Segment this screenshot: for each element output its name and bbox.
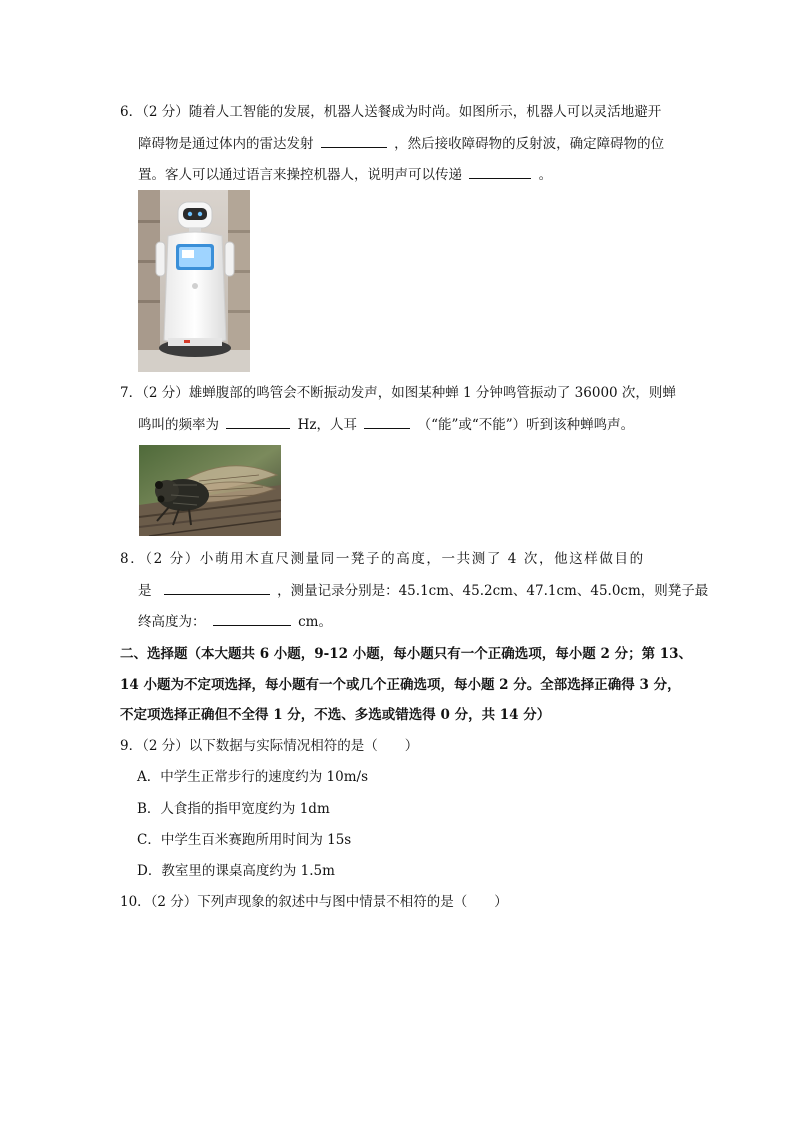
robot-illustration: [138, 190, 250, 372]
section2-line1: 二、选择题（本大题共 6 小题，9-12 小题，每小题只有一个正确选项，每小题 2 分；第 13、: [120, 646, 693, 662]
q8-blank-1: [164, 581, 270, 595]
q10-stem: 10．（2 分）下列声现象的叙述中与图中情景不相符的是（ ）: [120, 894, 508, 910]
q8-line3-text-b: cm。: [298, 614, 332, 630]
q9-option-c: C．中学生百米赛跑所用时间为 15s: [137, 832, 352, 848]
q6-blank-1: [321, 134, 387, 148]
cicada-illustration: [139, 445, 281, 536]
q9-stem: 9．（2 分）以下数据与实际情况相符的是（ ）: [120, 738, 419, 754]
q6-line3-text-a: 置。客人可以通过语言来操控机器人，说明声可以传递: [138, 167, 462, 183]
q8-line3: [138, 612, 332, 631]
cicada-figure: [139, 445, 281, 536]
q6-line2-text-b: ，然后接收障碍物的反射波，确定障碍物的位: [394, 136, 665, 152]
q9-option-d: D．教室里的课桌高度约为 1.5m: [137, 863, 335, 879]
q8-line2-text-a: 是: [138, 583, 152, 599]
q6-line2: [138, 134, 664, 153]
q8-blank-2: [213, 612, 291, 626]
q8-line1: 8．（2 分）小萌用木直尺测量同一凳子的高度，一共测了 4 次，他这样做目的: [120, 551, 645, 567]
q6-line3-text-b: 。: [538, 167, 553, 183]
section2-line2: 14 小题为不定项选择，每小题有一个或几个正确选项，每小题 2 分。全部选择正确得 3 分，: [120, 677, 681, 693]
q7-line2: [138, 415, 634, 434]
q8-line3-text-a: 终高度为：: [138, 614, 206, 630]
q8-line2-text-b: ，测量记录分别是：45.1cm、45.2cm、47.1cm、45.0cm，则凳子最: [277, 583, 709, 599]
q7-line2-text-c: （“能”或“不能”）听到该种蝉鸣声。: [417, 417, 635, 433]
q9-option-a: A．中学生正常步行的速度约为 10m/s: [137, 769, 368, 785]
q7-line1: 7．（2 分）雄蝉腹部的鸣管会不断振动发声，如图某种蝉 1 分钟鸣管振动了 36000 次，则蝉: [120, 385, 676, 401]
q7-line2-text-b: Hz，人耳: [297, 417, 357, 433]
robot-figure: [138, 190, 250, 372]
q7-blank-1: [226, 415, 290, 429]
q7-line2-text-a: 鸣叫的频率为: [138, 417, 219, 433]
q9-option-b: B．人食指的指甲宽度约为 1dm: [137, 801, 330, 817]
q7-blank-2: [364, 415, 410, 429]
q6-blank-2: [469, 165, 531, 179]
q6-line2-text-a: 障碍物是通过体内的雷达发射: [138, 136, 314, 152]
q6-line3: [138, 165, 552, 184]
q8-line2: [138, 581, 708, 600]
q6-line1: 6．（2 分）随着人工智能的发展，机器人送餐成为时尚。如图所示，机器人可以灵活地避开: [120, 104, 662, 120]
section2-line3: 不定项选择正确但不全得 1 分，不选、多选或错选得 0 分，共 14 分）: [120, 707, 551, 723]
